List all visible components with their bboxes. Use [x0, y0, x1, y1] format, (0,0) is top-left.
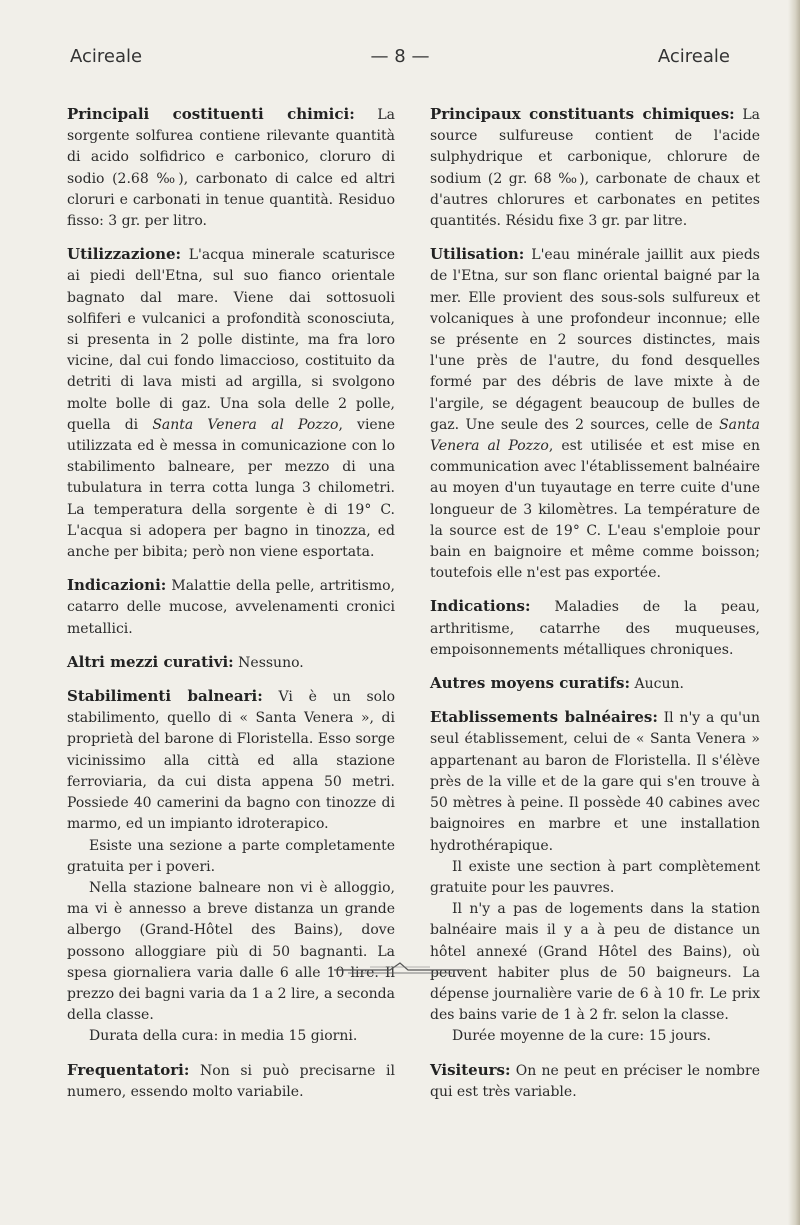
- text-visiteurs: On ne peut en préciser le nombre qui est très variable.: [430, 1062, 760, 1100]
- heading-indications: Indications:: [430, 597, 531, 616]
- section-utilisation: [430, 244, 760, 584]
- section-costituenti: [67, 104, 395, 232]
- header-right: Acireale: [657, 46, 730, 67]
- etablissements-p2: Il existe une section à part complètement gratuite pour les pauvres.: [430, 858, 760, 896]
- text-utilisation-italic: Santa Venera al Pozzo: [430, 416, 760, 455]
- heading-costituenti: Principali costituenti chimici:: [67, 105, 355, 123]
- end-ornament-icon: [330, 958, 470, 978]
- heading-indicazioni: Indicazioni:: [67, 576, 167, 595]
- text-stabilimenti: Vi è un solo stabilimento, quello di « Santa Venera », di proprietà del barone di Floristella. Esso sorge vicinissimo alla città ed alla stazione ferroviaria, da cui dista appena 50 metri. Possiede 40 camerini da bagno con tinozze di marmo, ed un impianto idroterapico.: [67, 689, 395, 833]
- section-mezzi: [67, 652, 395, 674]
- heading-visiteurs: Visiteurs:: [430, 1060, 511, 1079]
- section-frequentatori: [67, 1060, 395, 1103]
- section-moyens: [430, 673, 760, 695]
- etablissements-p4: Durée moyenne de la cure: 15 jours.: [452, 1028, 711, 1045]
- section-stabilimenti: [67, 686, 395, 835]
- text-etablissements: Il n'y a qu'un seul établissement, celui de « Santa Venera » appartenant au baron de Floristella. Il s'élève près de la ville et de la gare qui s'en trouve à 50 mètres à peine. Il possède 40 cabines avec baignoires en marbre et une installation hydrothérapique.: [430, 710, 760, 854]
- text-costituenti: La sorgente solfurea contiene rilevante quantità di acido solfidrico e carbonico, cloruro di sodio (2.68 ‰), carbonato di calce ed altri cloruri e carbonati in tenue quantità. Residuo fisso: 3 gr. per litro.: [67, 107, 396, 230]
- section-etablissements: [430, 707, 760, 856]
- stabilimenti-p4: Durata della cura: in media 15 giorni.: [89, 1028, 358, 1045]
- text-frequentatori: Non si può precisarne il numero, essendo molto variabile.: [67, 1062, 395, 1100]
- heading-frequentatori: Frequentatori:: [67, 1060, 190, 1079]
- heading-utilisation: Utilisation:: [430, 245, 525, 264]
- stabilimenti-p3: Nella stazione balneare non vi è alloggio, ma vi è annesso a breve distanza un grande albergo (Grand-Hôtel des Bains), dove possono alloggiare più di 50 bagnanti. La spesa giornaliera varia dalle 6 alle 10 lire. Il prezzo dei bagni varia da 1 a 2 lire, a seconda della classe.: [67, 879, 395, 1024]
- header-left: Acireale: [70, 46, 143, 67]
- heading-constituants: Principaux constituants chimiques:: [430, 105, 735, 123]
- heading-utilizzazione: Utilizzazione:: [67, 245, 182, 264]
- french-column: [430, 104, 760, 1115]
- section-utilizzazione: [67, 244, 395, 563]
- text-indicazioni: Malattie della pelle, artritismo, catarro delle mucose, avvelenamenti cronici metallici.: [67, 578, 395, 637]
- text-moyens: Aucun.: [630, 676, 684, 693]
- section-visiteurs: [430, 1060, 760, 1103]
- text-mezzi: Nessuno.: [233, 654, 304, 671]
- text-utilizzazione-a: L'acqua minerale scaturisce ai piedi dell'Etna, sul suo fianco orientale bagnato dal mare. Viene dai sottosuoli solfiferi e vulcanici a profondità sconosciuta, si presenta in 2 polle distinte, ma fra loro vicine, dal cui fondo limaccioso, costituito da detriti di lava misti ad argilla, si svolgono molte bolle di gaz. Una sola delle 2 polle, quella di: [67, 247, 395, 433]
- section-indicazioni: [67, 575, 395, 640]
- text-utilisation-b: , est utilisée et est mise en communication avec l'établissement balnéaire au moyen d'un tuyautage en terre cuite d'une longueur de 3 kilomètres. La température de la source est de 19° C. L'eau s'emploie pour bain en baignoire et même comme boisson; toutefois elle n'est pas exportée.: [430, 438, 760, 582]
- text-utilizzazione-b: , viene utilizzata ed è messa in comunicazione con lo stabilimento balneare, per mezzo di una tubulatura in terra cotta lunga 3 chilometri. La temperatura della sorgente è di 19° C. L'acqua si adopera per bagno in tinozza, ed anche per bibita; però non viene esportata.: [67, 416, 396, 561]
- etablissements-p3: Il n'y a pas de logements dans la station balnéaire mais il y a à peu de distance un hôtel annexé (Grand Hôtel des Bains), où peuvent habiter plus de 50 baigneurs. La dépense journalière varie de 6 à 10 fr. Le prix des bains varie de 1 à 2 fr. selon la classe.: [430, 901, 760, 1024]
- page-edge-shadow: [788, 0, 800, 1225]
- heading-mezzi: Altri mezzi curativi:: [67, 652, 234, 671]
- text-utilisation-a: L'eau minérale jaillit aux pieds de l'Etna, sur son flanc oriental baigné par la mer. Elle provient des sous-sols sulfureux et volcaniques à une profondeur inconnue; elle se présente en 2 sources distinctes, mais l'une près de l'autre, du fond desquelles formé par des débris de lave mixte à de l'argile, se dégagent beaucoup de bulles de gaz. Une seule des 2 sources, celle de: [430, 247, 760, 433]
- heading-moyens: Autres moyens curatifs:: [430, 674, 631, 693]
- running-header: [70, 46, 730, 72]
- text-indications: Maladies de la peau, arthritisme, catarrhe des muqueuses, empoisonnements métalliques chroniques.: [430, 599, 760, 658]
- section-indications: [430, 596, 760, 661]
- text-constituants: La source sulfureuse contient de l'acide sulphydrique et carbonique, chlorure de sodium (2 gr. 68 ‰), carbonate de chaux et d'autres chlorures et carbonates en petites quantités. Résidu fixe 3 gr. par litre.: [430, 107, 760, 230]
- stabilimenti-p2: Esiste una sezione a parte completamente gratuita per i poveri.: [67, 837, 395, 875]
- section-constituants: [430, 104, 760, 232]
- heading-stabilimenti: Stabilimenti balneari:: [67, 687, 263, 706]
- text-utilizzazione-italic: Santa Venera al Pozzo: [152, 416, 339, 433]
- page-number: — 8 —: [370, 46, 430, 67]
- heading-etablissements: Etablissements balnéaires:: [430, 708, 658, 727]
